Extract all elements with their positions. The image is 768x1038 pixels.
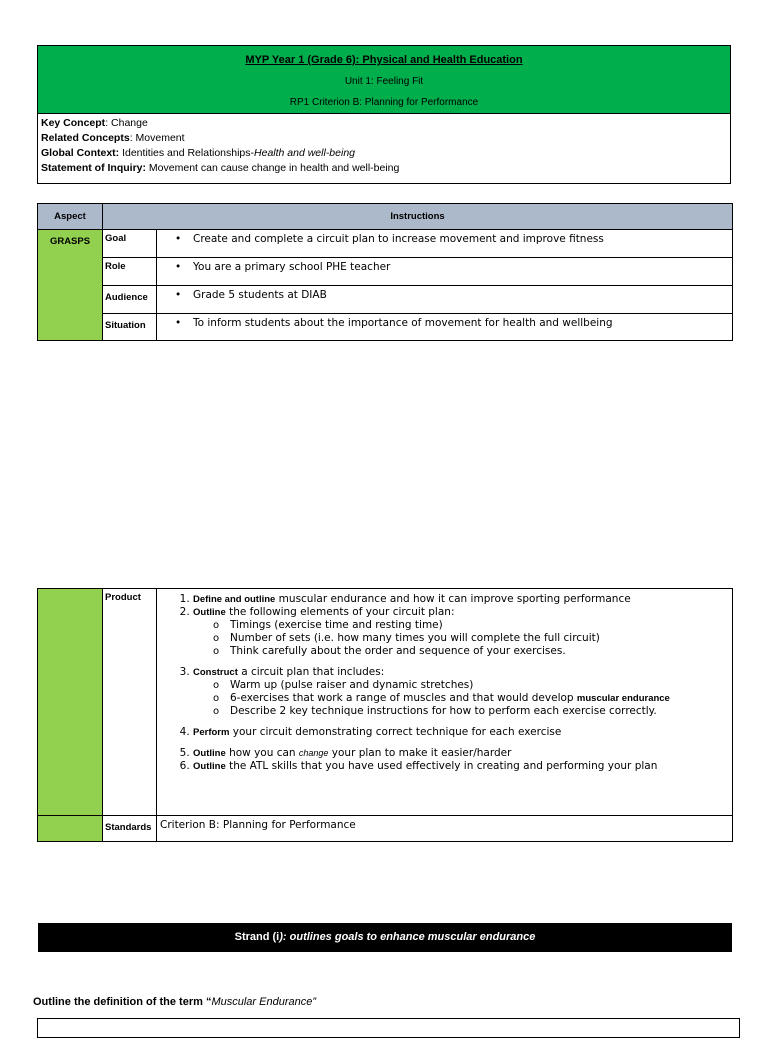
situation-text: • To inform students about the importance of movement for health and wellbeing (157, 314, 733, 341)
list-item: 4. Perform your circuit demonstrating correct technique for each exercise (193, 726, 732, 739)
criterion-title: RP1 Criterion B: Planning for Performance (289, 97, 479, 108)
product-instructions (157, 589, 733, 816)
product-label: Product (103, 589, 157, 816)
unit-header (37, 45, 731, 184)
standards-side-cell (38, 816, 103, 842)
unit-title: Unit 1: Feeling Fit (344, 76, 424, 87)
list-item: o Warm up (pulse raiser and dynamic stretches) (213, 679, 732, 692)
row-label-goal: Goal (103, 230, 157, 258)
list-item: 3. Construct a circuit plan that includes: o Warm up (pulse raiser and dynamic stretches) o 6-exercises that work a range of muscles and that would develop muscular endurance o Describe 2 key technique instructions for how to perform each exercise correctly. (193, 666, 732, 718)
grasps-table (37, 203, 733, 341)
product-list (157, 593, 732, 773)
page-title: MYP Year 1 (Grade 6): Physical and Health Education (245, 54, 523, 66)
list-item: o Timings (exercise time and resting time) (213, 619, 732, 632)
key-concept-line: Key Concept: Change (41, 117, 148, 129)
related-concepts-line: Related Concepts: Movement (41, 132, 185, 144)
list-item: o Think carefully about the order and sequence of your exercises. (213, 645, 732, 658)
list-item: 1. Define and outline muscular endurance and how it can improve sporting performance (193, 593, 732, 606)
row-label-audience: Audience (103, 286, 157, 314)
statement-of-inquiry-line: Statement of Inquiry: Movement can cause change in health and well-being (41, 162, 400, 174)
role-text: • You are a primary school PHE teacher (157, 258, 733, 286)
standards-label: Standards (103, 816, 157, 842)
goal-text: • Create and complete a circuit plan to increase movement and improve fitness (157, 230, 733, 258)
aspect-header: Aspect (38, 204, 103, 230)
outline-prompt: Outline the definition of the term “Muscular Endurance” (33, 996, 317, 1008)
grasps-label: GRASPS (38, 230, 103, 341)
global-context-line: Global Context: Identities and Relationships-Health and well-being (41, 147, 355, 159)
audience-text: • Grade 5 students at DIAB (157, 286, 733, 314)
list-item: 2. Outline the following elements of your circuit plan: o Timings (exercise time and resting time) o Number of sets (i.e. how many times you will complete the full circuit) o Think carefully about the order and sequence of your exercises. (193, 606, 732, 658)
row-label-role: Role (103, 258, 157, 286)
header-banner (38, 46, 730, 114)
strand-banner: Strand (i): outlines goals to enhance muscular endurance (38, 923, 732, 952)
list-item: o Describe 2 key technique instructions for how to perform each exercise correctly. (213, 705, 732, 718)
concepts-info (38, 114, 730, 178)
instructions-header: Instructions (103, 204, 733, 230)
answer-box[interactable] (37, 1018, 740, 1038)
list-item: 6. Outline the ATL skills that you have used effectively in creating and performing your plan (193, 760, 732, 773)
list-item: 5. Outline how you can change your plan to make it easier/harder (193, 747, 732, 760)
product-table (37, 588, 733, 842)
list-item: o Number of sets (i.e. how many times you will complete the full circuit) (213, 632, 732, 645)
standards-text: Criterion B: Planning for Performance (157, 816, 733, 842)
row-label-situation: Situation (103, 314, 157, 341)
product-side-cell (38, 589, 103, 816)
list-item: o 6-exercises that work a range of muscles and that would develop muscular endurance (213, 692, 732, 705)
